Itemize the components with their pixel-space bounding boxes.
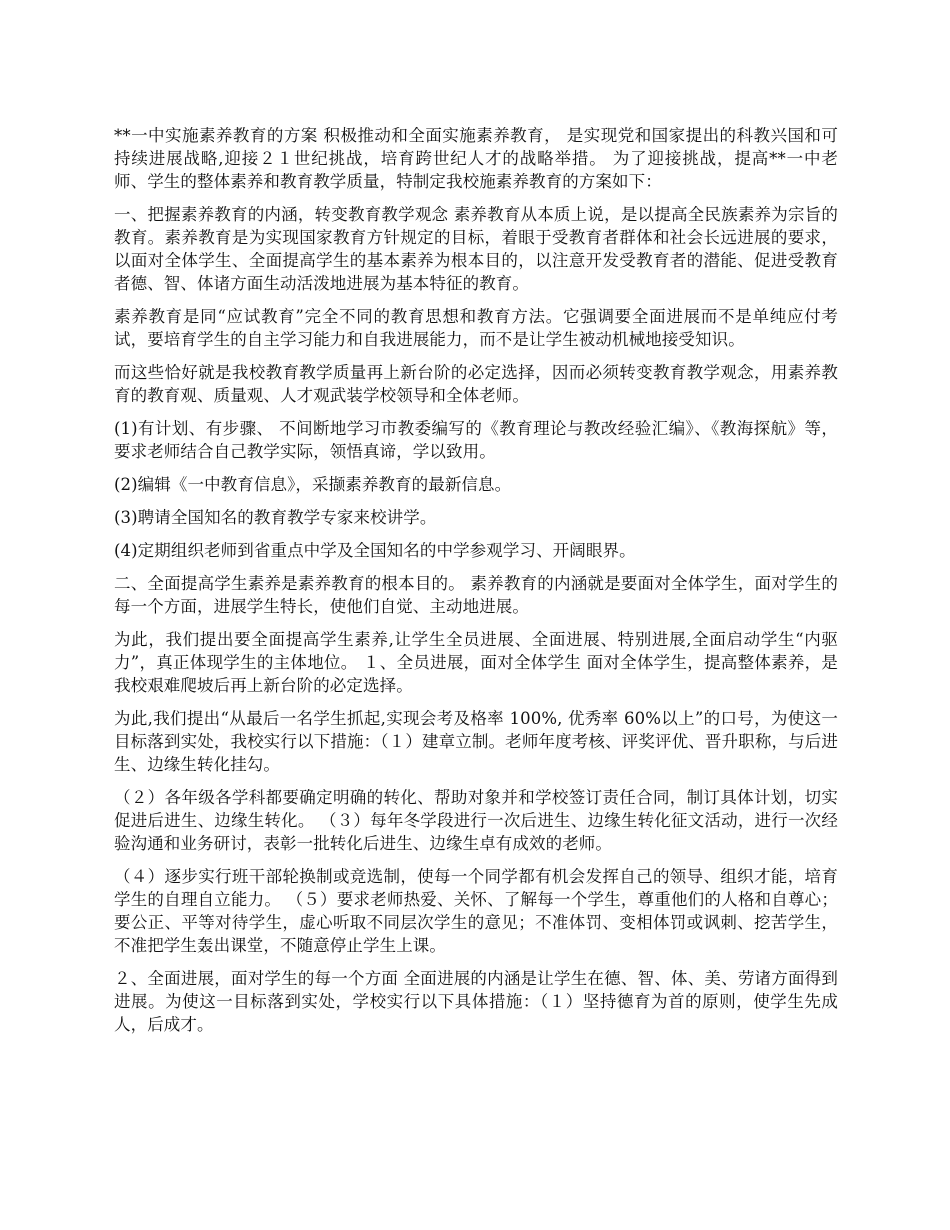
measure-2-paragraph: (2)编辑《一中教育信息》，采撷素养教育的最新信息。 (114, 475, 512, 494)
all-round-development-paragraph: ２、全面进展，面对学生的每一个方面 全面进展的内涵是让学生在德、智、体、美、劳诸方面得到进展。为使这一目标落到实处，学校实行以下具体措施：（１）坚持德育为首的原则，使学生先成人，后成才。 (114, 969, 838, 1034)
intro-paragraph: **一中实施素养教育的方案 积极推动和全面实施素养教育， 是实现党和国家提出的科教兴国和可持续进展战略,迎接２１世纪挑战，培育跨世纪人才的战略举措。 为了迎接挑战，提高**一中老师、学生的整体素养和教育教学质量，特制定我校施素养教育的方案如下： (114, 126, 838, 191)
measure-1-paragraph: (1)有计划、有步骤、 不间断地学习市教委编写的《教育理论与教改经验汇编》、《教海探航》等，要求老师结合自己教学实际，领悟真谛，学以致用。 (114, 419, 838, 461)
full-development-paragraph: 为此，我们提出要全面提高学生素养,让学生全员进展、全面进展、特别进展,全面启动学生“内驱力”，真正体现学生的主体地位。 １、全员进展，面对全体学生 面对全体学生，提高整体素养，是我校艰难爬坡后再上新台阶的必定选择。 (114, 630, 838, 695)
section-two-paragraph: 二、全面提高学生素养是素养教育的根本目的。 素养教育的内涵就是要面对全体学生，面对学生的每一个方面，进展学生特长，使他们自觉、主动地进展。 (114, 574, 838, 616)
transformation-measures-paragraph: （２）各年级各学科都要确定明确的转化、帮助对象并和学校签订责任合同，制订具体计划，切实促进后进生、边缘生转化。 （３）每年冬学段进行一次后进生、边缘生转化征文活动，进行一次经验沟通和业务研讨，表彰一批转化后进生、边缘生卓有成效的老师。 (114, 788, 838, 853)
document-body (114, 124, 838, 1046)
measure-4-paragraph: (4)定期组织老师到省重点中学及全国知名的中学参观学习、开阔眼界。 (114, 541, 636, 560)
quality-education-definition-paragraph: 素养教育是同“应试教育”完全不同的教育思想和教育方法。它强调要全面进展而不是单纯应付考试，要培育学生的自主学习能力和自我进展能力，而不是让学生被动机械地接受知识。 (114, 307, 838, 349)
slogan-paragraph: 为此,我们提出“从最后一名学生抓起,实现会考及格率 100%, 优秀率 60%以上”的口号，为使这一目标落到实处，我校实行以下措施：（１）建章立制。老师年度考核、评奖评优、晋升职称，与后进生、边缘生转化挂勾。 (114, 709, 838, 774)
section-one-paragraph: 一、把握素养教育的内涵，转变教育教学观念 素养教育从本质上说，是以提高全民族素养为宗旨的教育。素养教育是为实现国家教育方针规定的目标，着眼于受教育者群体和社会长远进展的要求，以面对全体学生、全面提高学生的基本素养为根本目的，以注意开发受教育者的潜能、促进受教育者德、智、体诸方面生动活泼地进展为基本特征的教育。 (114, 205, 838, 293)
teaching-concept-paragraph: 而这些恰好就是我校教育教学质量再上新台阶的必定选择，因而必须转变教育教学观念，用素养教育的教育观、质量观、人才观武装学校领导和全体老师。 (114, 363, 838, 405)
student-cadre-paragraph: （４）逐步实行班干部轮换制或竞选制，使每一个同学都有机会发挥自己的领导、组织才能，培育学生的自理自立能力。 （５）要求老师热爱、关怀、了解每一个学生，尊重他们的人格和自尊心；要公正、平等对待学生，虚心听取不同层次学生的意见；不准体罚、变相体罚或讽刺、挖苦学生，不准把学生轰出课堂，不随意停止学生上课。 (114, 867, 838, 955)
measure-3-paragraph: (3)聘请全国知名的教育教学专家来校讲学。 (114, 508, 437, 527)
